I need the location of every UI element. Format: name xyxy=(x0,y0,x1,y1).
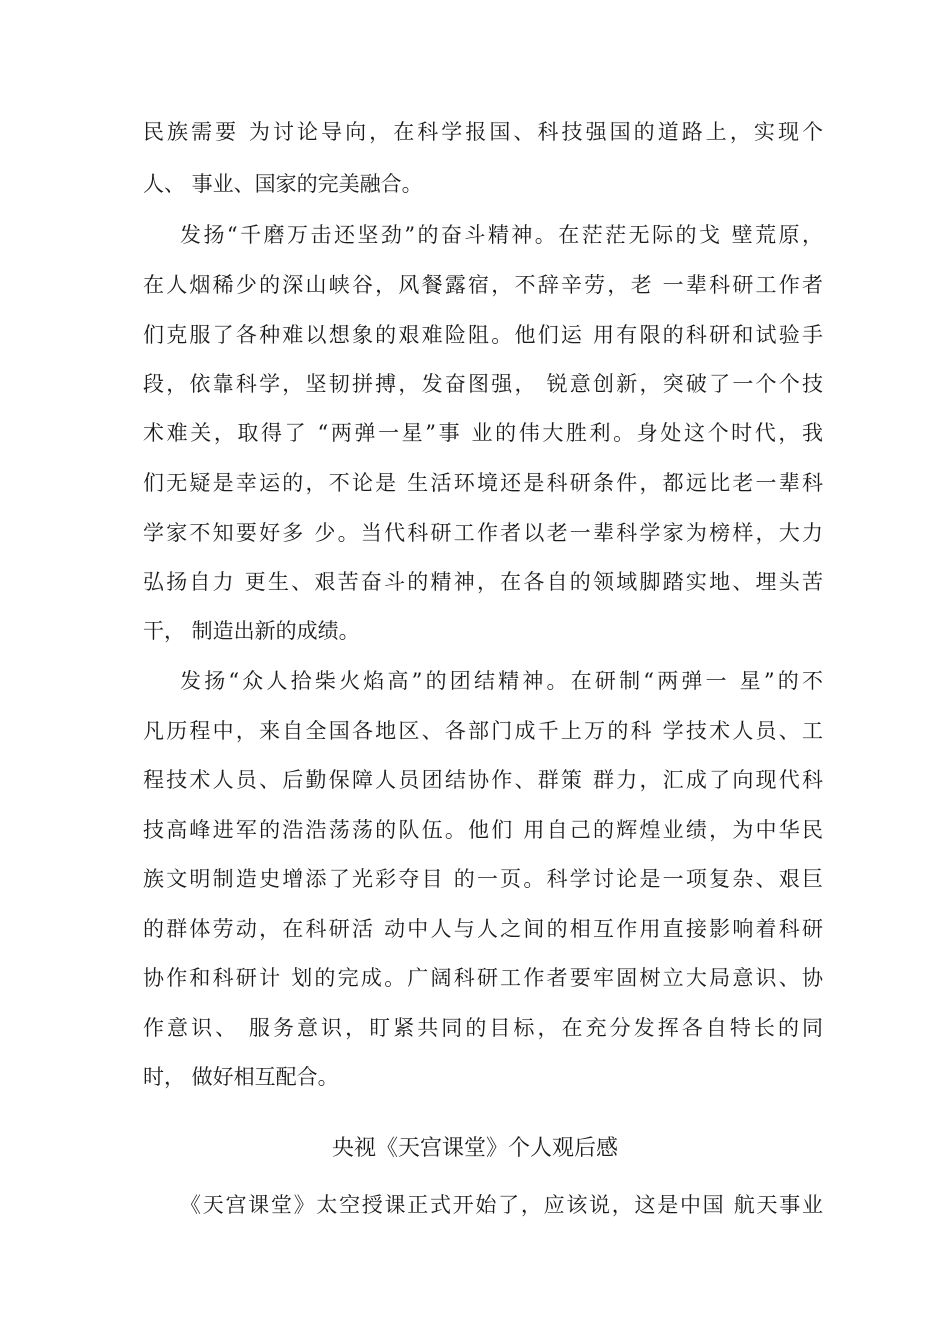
section-title: 央视《天宫课堂》个人观后感 xyxy=(331,1136,618,1161)
p1-line-9: 干， 制造出新的成绩。 xyxy=(143,619,360,643)
p1-line-1: 发扬“千磨万击还坚劲”的奋斗精神。在茫茫无际的戈 壁荒原， xyxy=(180,223,823,247)
p1-line-2: 在人烟稀少的深山峡谷，风餐露宿，不辞辛劳，老 一辈科研工作者 xyxy=(143,273,823,297)
p1-line-5: 术难关，取得了 “两弹一星”事 业的伟大胜利。身处这个时代，我 xyxy=(143,421,823,445)
p2-line-2: 凡历程中，来自全国各地区、各部门成千上万的科 学技术人员、工 xyxy=(143,719,823,743)
p2-line-3: 程技术人员、后勤保障人员团结协作、群策 群力，汇成了向现代科 xyxy=(143,768,823,792)
p2-line-8: 作意识、 服务意识，盯紧共同的目标，在充分发挥各自特长的同 xyxy=(143,1016,823,1040)
p2-line-4: 技高峰进军的浩浩荡荡的队伍。他们 用自己的辉煌业绩，为中华民 xyxy=(143,818,823,842)
p1-line-7: 学家不知要好多 少。当代科研工作者以老一辈科学家为榜样，大力 xyxy=(143,521,823,545)
p2-line-1: 发扬“众人拾柴火焰高”的团结精神。在研制“两弹一 星”的不 xyxy=(180,669,823,693)
p2-line-6: 的群体劳动，在科研活 动中人与人之间的相互作用直接影响着科研 xyxy=(143,917,823,941)
p1-line-6: 们无疑是幸运的，不论是 生活环境还是科研条件，都远比老一辈科 xyxy=(143,471,823,495)
p1-line-4: 段，依靠科学，坚韧拼搏，发奋图强， 锐意创新，突破了一个个技 xyxy=(143,372,823,396)
p2-line-9: 时， 做好相互配合。 xyxy=(143,1065,339,1089)
p2-line-5: 族文明制造史增添了光彩夺目 的一页。科学讨论是一项复杂、艰巨 xyxy=(143,867,823,891)
p1-line-8: 弘扬自力 更生、艰苦奋斗的精神，在各自的领域脚踏实地、埋头苦 xyxy=(143,570,823,594)
intro-line-1: 民族需要 为讨论导向，在科学报国、科技强国的道路上，实现个 xyxy=(143,120,823,144)
p1-line-3: 们克服了各种难以想象的艰难险阻。他们运 用有限的科研和试验手 xyxy=(143,323,823,347)
p3-line-1: 《天宫课堂》太空授课正式开始了，应该说，这是中国 航天事业 xyxy=(180,1193,823,1217)
intro-line-2: 人、 事业、国家的完美融合。 xyxy=(143,172,423,196)
p2-line-7: 协作和科研计 划的完成。广阔科研工作者要牢固树立大局意识、协 xyxy=(143,966,823,990)
